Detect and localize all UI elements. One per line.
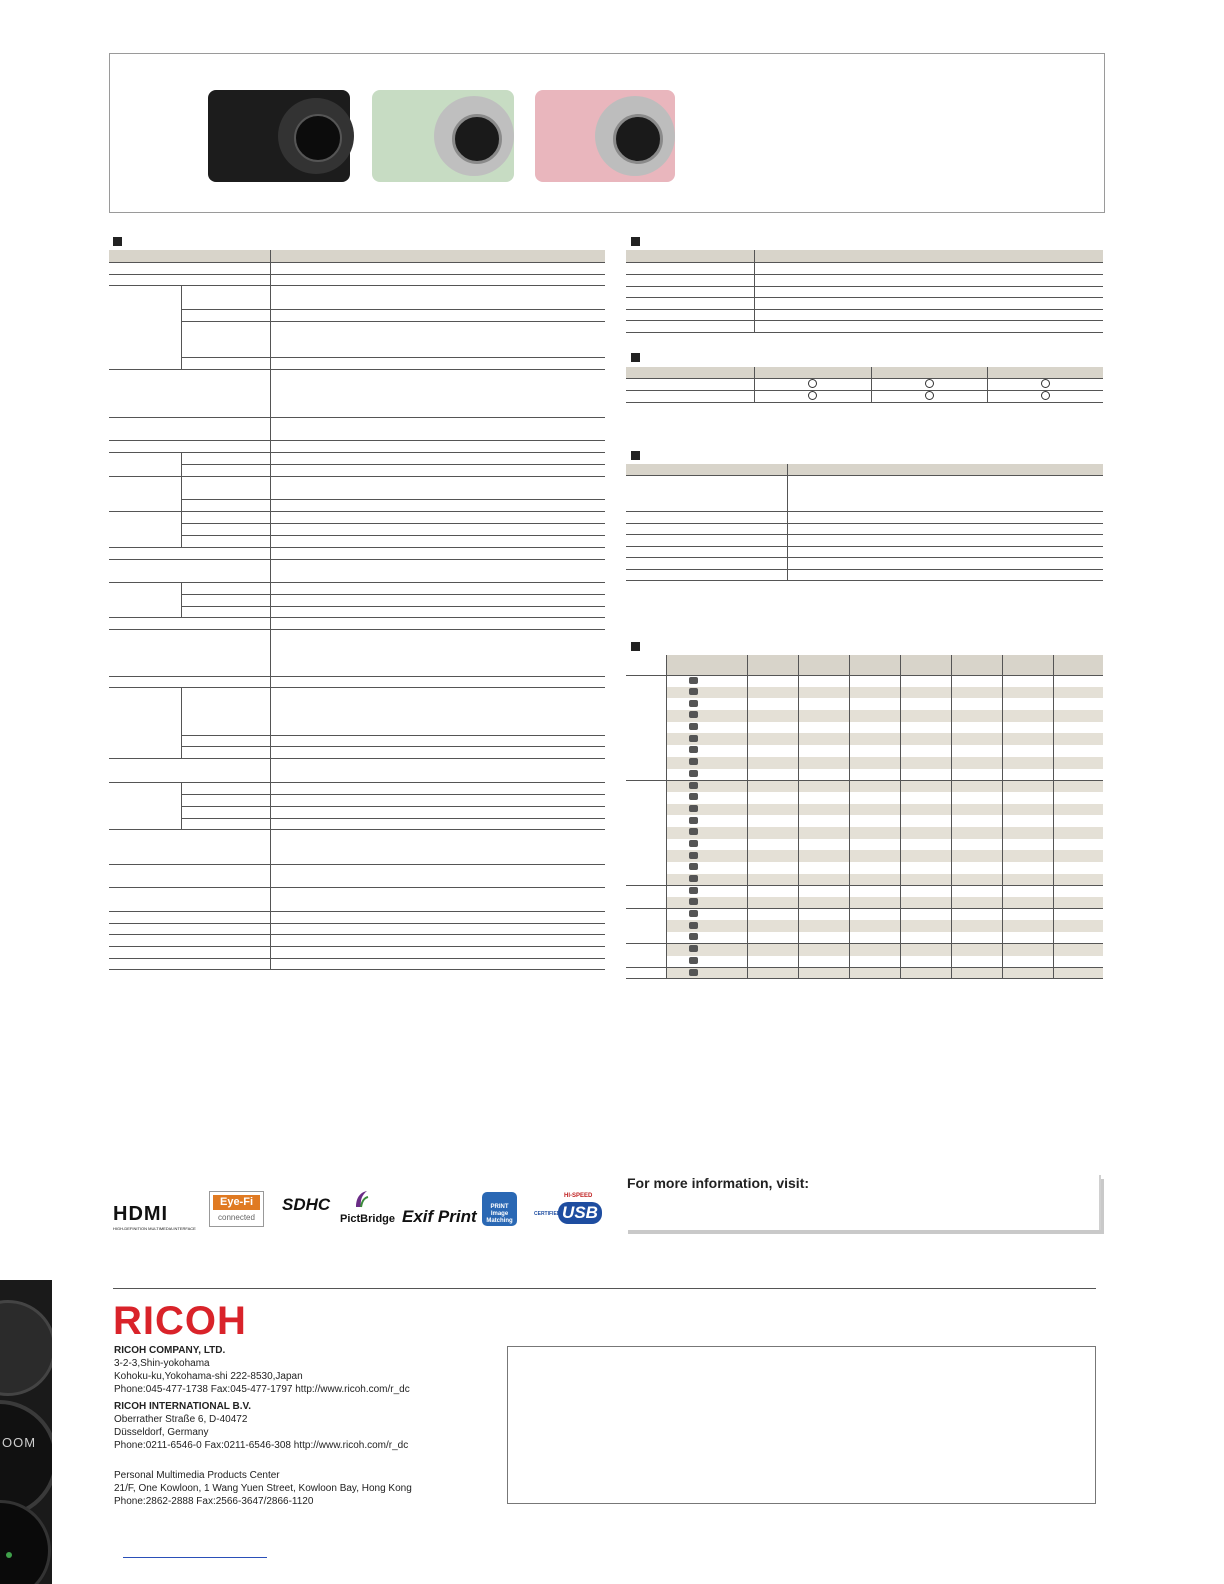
resolution-badge-icon (689, 910, 698, 917)
company-name: RICOH INTERNATIONAL B.V. (114, 1401, 252, 1412)
contact-line: Phone:2862-2888 Fax:2566-3647/2866-1120 (114, 1496, 314, 1507)
address-germany (114, 1400, 408, 1452)
storage-row (626, 722, 1103, 734)
storage-row (626, 769, 1103, 781)
address-line: 21/F, One Kowloon, 1 Wang Yuen Street, Kowloon Bay, Hong Kong (114, 1483, 412, 1494)
hdmi-logo-caption: HIGH-DEFINITION MULTIMEDIA INTERFACE (113, 1226, 196, 1231)
product-hero (109, 53, 1105, 213)
section-marker-compatibility (631, 353, 640, 362)
storage-row (626, 687, 1103, 699)
storage-row (626, 792, 1103, 804)
usb-logo: HI-SPEED USB CERTIFIED (534, 1193, 604, 1227)
pictbridge-logo: PictBridge (340, 1213, 396, 1225)
hdmi-logo: HDMI (113, 1203, 169, 1225)
supported-mark (925, 379, 934, 388)
resolution-badge-icon (689, 793, 698, 800)
resolution-badge-icon (689, 770, 698, 777)
camera-black (208, 90, 350, 182)
supported-mark (925, 391, 934, 400)
battery-table (626, 464, 1103, 581)
address-line: Kohoku-ku,Yokohama-shi 222-8530,Japan (114, 1371, 303, 1382)
resolution-badge-icon (689, 863, 698, 870)
storage-capacity-table (626, 655, 1103, 981)
resolution-badge-icon (689, 840, 698, 847)
lens-zoom-text: OOM (2, 1435, 37, 1450)
resolution-badge-icon (689, 746, 698, 753)
accessories-table (626, 250, 1103, 333)
address-japan (114, 1344, 410, 1396)
resolution-badge-icon (689, 758, 698, 765)
resolution-badge-icon (689, 723, 698, 730)
footer-divider (113, 1288, 1096, 1289)
lens-decoration (0, 1280, 52, 1584)
storage-row (626, 897, 1103, 909)
storage-row (626, 815, 1103, 827)
supported-mark (1041, 379, 1050, 388)
company-name: Personal Multimedia Products Center (114, 1470, 280, 1481)
supported-mark (808, 379, 817, 388)
storage-row (626, 956, 1103, 968)
storage-row (626, 932, 1103, 944)
supported-mark (808, 391, 817, 400)
storage-row (626, 920, 1103, 932)
more-info-title: For more information, visit: (627, 1175, 810, 1191)
logo-row (110, 1185, 610, 1235)
print-image-matching-logo: PRINT Image Matching (482, 1192, 517, 1226)
resolution-badge-icon (689, 898, 698, 905)
storage-row (626, 839, 1103, 851)
resolution-badge-icon (689, 817, 698, 824)
resolution-badge-icon (689, 782, 698, 789)
resolution-badge-icon (689, 969, 698, 976)
resolution-badge-icon (689, 677, 698, 684)
resolution-badge-icon (689, 700, 698, 707)
storage-row (626, 804, 1103, 816)
resolution-badge-icon (689, 945, 698, 952)
storage-row (626, 710, 1103, 722)
address-hong-kong (114, 1469, 412, 1508)
footer-link-underline (123, 1557, 267, 1558)
pictbridge-icon (353, 1189, 369, 1209)
storage-row (626, 909, 1103, 921)
address-line: Oberrather Straße 6, D-40472 (114, 1414, 248, 1425)
resolution-badge-icon (689, 735, 698, 742)
resolution-badge-icon (689, 875, 698, 882)
ricoh-logo: RICOH (113, 1299, 247, 1343)
section-marker-accessories (631, 237, 640, 246)
section-marker-specs (113, 237, 122, 246)
resolution-badge-icon (689, 922, 698, 929)
storage-row (626, 698, 1103, 710)
camera-green (372, 90, 514, 182)
section-marker-storage (631, 642, 640, 651)
storage-row (626, 780, 1103, 792)
storage-row (626, 733, 1103, 745)
eyefi-logo: Eye-Fi connected (209, 1191, 264, 1227)
company-name: RICOH COMPANY, LTD. (114, 1345, 226, 1356)
camera-pink (535, 90, 675, 182)
supported-mark (1041, 391, 1050, 400)
storage-row (626, 862, 1103, 874)
resolution-badge-icon (689, 887, 698, 894)
resolution-badge-icon (689, 805, 698, 812)
contact-line: Phone:045-477-1738 Fax:045-477-1797 http://www.ricoh.com/r_dc (114, 1384, 410, 1395)
address-line: 3-2-3,Shin-yokohama (114, 1358, 210, 1369)
storage-row (626, 967, 1103, 979)
address-line: Düsseldorf, Germany (114, 1427, 209, 1438)
storage-row (626, 874, 1103, 886)
dealer-stamp-box (507, 1346, 1096, 1504)
storage-row (626, 827, 1103, 839)
resolution-badge-icon (689, 852, 698, 859)
storage-row (626, 850, 1103, 862)
contact-line: Phone:0211-6546-0 Fax:0211-6546-308 http://www.ricoh.com/r_dc (114, 1440, 409, 1451)
storage-row (626, 944, 1103, 956)
storage-row (626, 757, 1103, 769)
resolution-badge-icon (689, 828, 698, 835)
storage-row (626, 675, 1103, 687)
resolution-badge-icon (689, 933, 698, 940)
resolution-badge-icon (689, 711, 698, 718)
storage-row (626, 885, 1103, 897)
storage-row (626, 745, 1103, 757)
resolution-badge-icon (689, 957, 698, 964)
exif-print-logo: Exif Print (402, 1207, 477, 1226)
specifications-table (109, 250, 605, 970)
resolution-badge-icon (689, 688, 698, 695)
section-marker-battery (631, 451, 640, 460)
compatibility-table (626, 367, 1103, 403)
sdhc-logo: SDHC (282, 1195, 331, 1214)
